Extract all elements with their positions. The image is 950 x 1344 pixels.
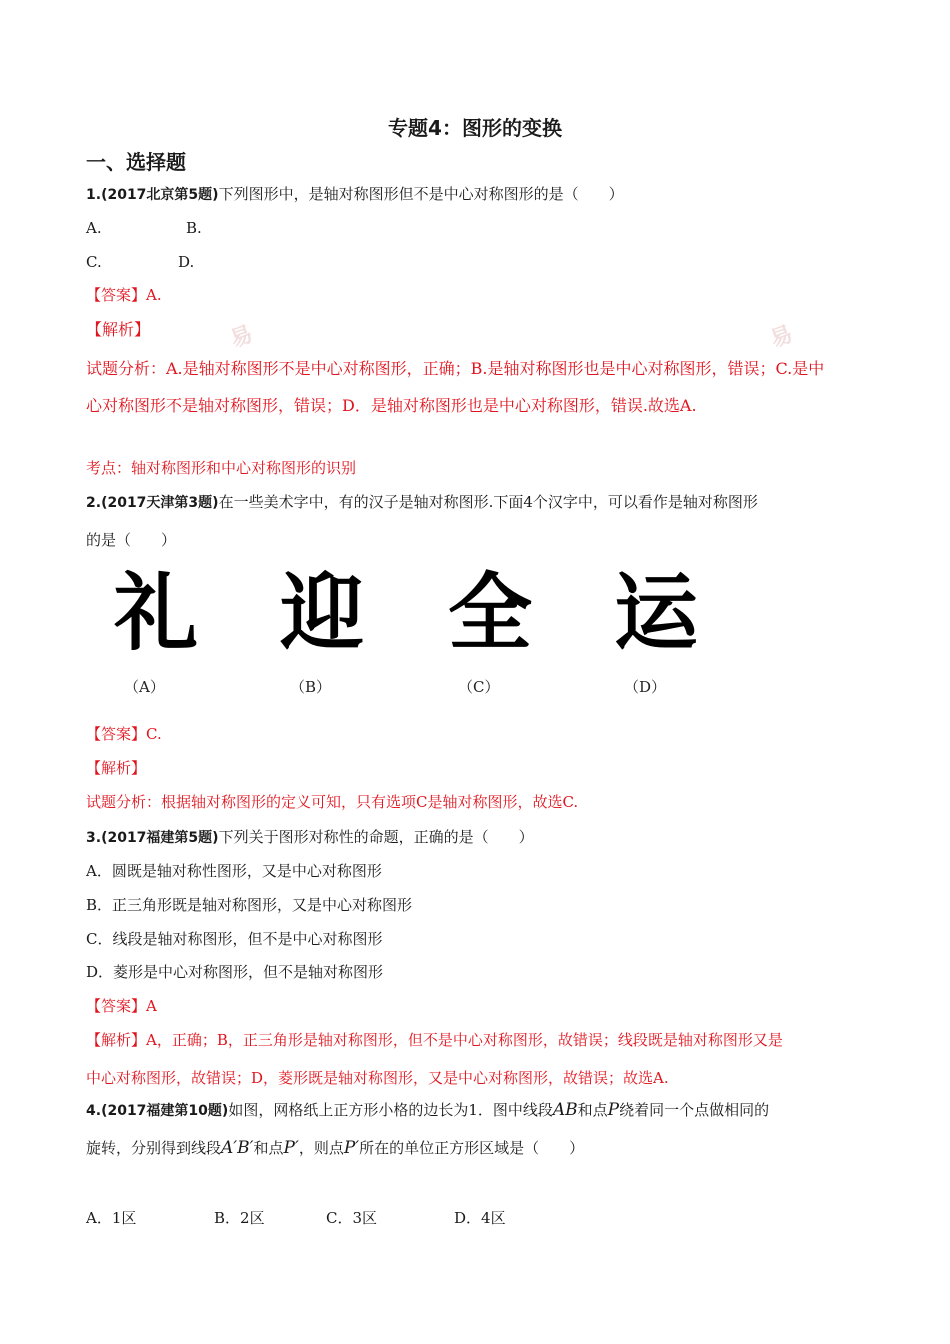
char-label-a: （A）	[124, 678, 165, 696]
q3-option-d: D．菱形是中心对称图形，但不是轴对称图形	[86, 963, 384, 981]
q1-analysis-line1: 试题分析：A.是轴对称图形不是中心对称图形，正确；B.是轴对称图形也是中心对称图形，错误；C.是中	[86, 359, 825, 378]
q4-stem-line2	[86, 1138, 584, 1158]
q2-analysis: 试题分析：根据轴对称图形的定义可知，只有选项C是轴对称图形，故选C.	[86, 793, 579, 811]
q4-source: (2017福建第10题)	[101, 1103, 229, 1119]
q4-stem-part1: 如图，网格纸上正方形小格的边长为1．图中线段	[228, 1101, 553, 1119]
q3-analysis-line1: 【解析】A，正确；B，正三角形是轴对称图形，但不是中心对称图形，故错误；线段既是轴对称图形又是	[86, 1031, 783, 1049]
q3-source: (2017福建第5题)	[101, 830, 219, 846]
q4-point-p: P	[607, 1100, 620, 1120]
q4-number: 4.	[86, 1103, 102, 1119]
q4-option-d: D．4区	[454, 1209, 506, 1227]
q4-stem-part3: 绕着同一个点做相同的	[619, 1101, 770, 1119]
q4-option-a: A．1区	[86, 1209, 137, 1227]
q1-kaodian: 考点：轴对称图形和中心对称图形的识别	[86, 459, 357, 477]
char-label-c: （C）	[458, 678, 500, 696]
char-yun: 运	[614, 564, 699, 662]
q1-number: 1.	[86, 187, 102, 203]
q2-number: 2.	[86, 495, 102, 511]
q4-segment-ab: AB	[552, 1100, 578, 1120]
q2-answer: 【答案】C.	[86, 725, 162, 743]
q4-stem2-part4: 所在的单位正方形区域是（ ）	[359, 1139, 585, 1157]
char-quan: 全	[448, 564, 533, 662]
q4-stem-line1	[86, 1100, 769, 1121]
char-li: 礼	[114, 564, 199, 662]
watermark-right: 易	[767, 321, 797, 353]
q4-option-b: B．2区	[214, 1209, 265, 1227]
q3-option-b: B．正三角形既是轴对称图形，又是中心对称图形	[86, 896, 413, 914]
q3-stem	[86, 827, 534, 848]
q1-option-b: B.	[186, 219, 202, 237]
char-label-d: （D）	[624, 678, 667, 696]
q1-option-d: D.	[178, 253, 195, 271]
q4-stem-part2: 和点	[577, 1101, 608, 1119]
q3-number: 3.	[86, 830, 102, 846]
q1-answer: 【答案】A.	[86, 286, 162, 304]
q4-point-p-prime: P′	[283, 1138, 299, 1158]
q2-stem-line1	[86, 492, 758, 513]
section-heading: 一、选择题	[86, 150, 186, 174]
q1-source: (2017北京第5题)	[101, 187, 219, 203]
char-ying: 迎	[280, 564, 365, 662]
q1-stem-text: 下列图形中，是轴对称图形但不是中心对称图形的是（ ）	[218, 185, 624, 203]
q2-source: (2017天津第3题)	[101, 495, 219, 511]
q4-point-p-prime-2: P′	[343, 1138, 360, 1158]
q4-stem2-part2: 和点	[253, 1139, 284, 1157]
q4-segment-ab-prime: A′B′	[221, 1138, 254, 1158]
q3-stem-text: 下列关于图形对称性的命题，正确的是（ ）	[218, 828, 534, 846]
q4-stem2-part1: 旋转，分别得到线段	[86, 1139, 222, 1157]
q3-option-c: C．线段是轴对称图形，但不是中心对称图形	[86, 930, 383, 948]
q4-stem2-part3: ，则点	[298, 1139, 344, 1157]
page-title: 专题4：图形的变换	[388, 116, 562, 140]
q3-option-a: A．圆既是轴对称性图形，又是中心对称图形	[86, 862, 382, 880]
watermark-left: 易	[227, 321, 257, 353]
q2-analysis-label: 【解析】	[86, 759, 147, 777]
q3-answer: 【答案】A	[86, 997, 157, 1015]
q4-option-c: C．3区	[326, 1209, 378, 1227]
q2-stem-text: 在一些美术字中，有的汉子是轴对称图形.下面4个汉字中，可以看作是轴对称图形	[218, 493, 758, 511]
q1-option-c: C.	[86, 253, 102, 271]
char-label-b: （B）	[290, 678, 332, 696]
q2-stem-line2: 的是（ ）	[86, 531, 177, 549]
q1-analysis-line2: 心对称图形不是轴对称图形，错误；D．是轴对称图形也是中心对称图形，错误.故选A.	[86, 396, 697, 415]
q1-analysis-label: 【解析】	[86, 320, 151, 339]
q2-character-figure	[100, 564, 720, 698]
q3-analysis-line2: 中心对称图形，故错误；D，菱形既是轴对称图形，又是中心对称图形，故错误；故选A.	[86, 1069, 669, 1087]
q1-option-a: A.	[86, 219, 102, 237]
q1-stem	[86, 184, 624, 205]
